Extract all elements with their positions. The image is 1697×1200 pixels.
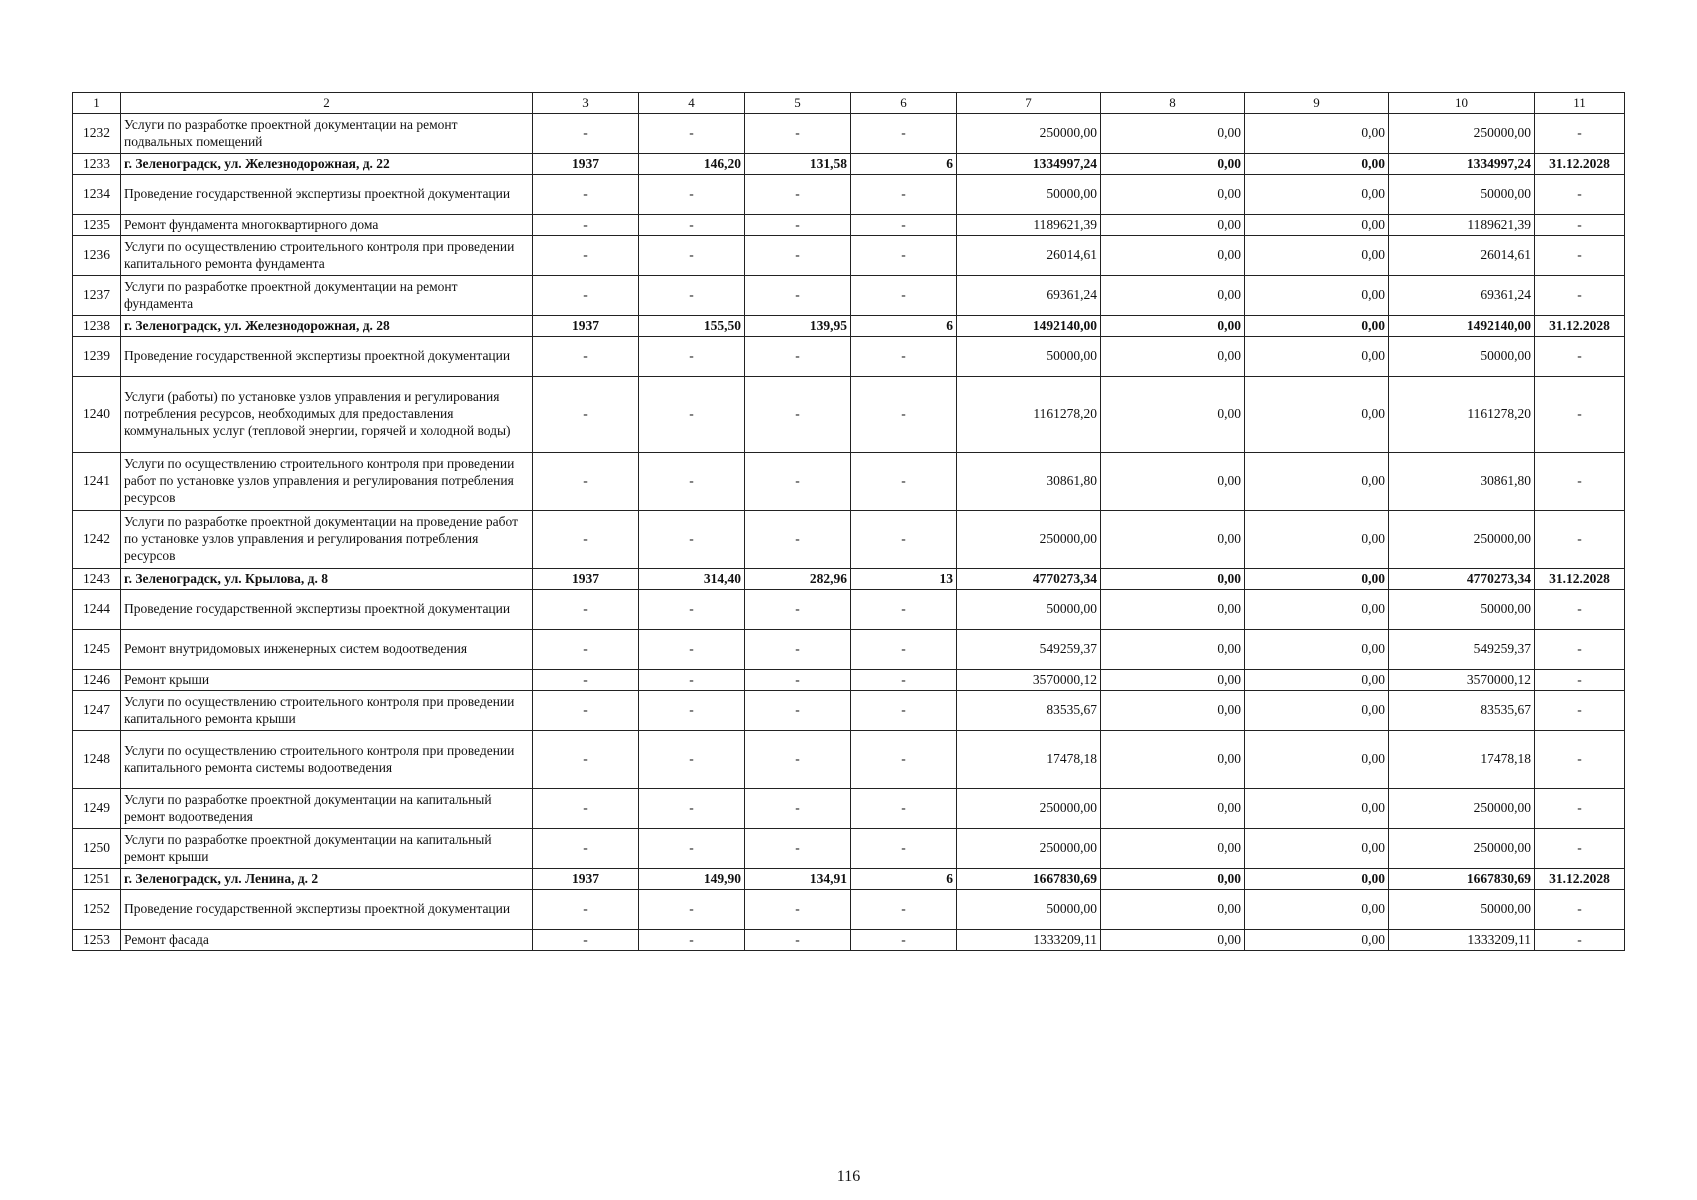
cell-area-living: -	[745, 590, 851, 630]
cell-deadline: -	[1535, 114, 1625, 154]
cell-area-total: 155,50	[639, 316, 745, 337]
cell-year: -	[533, 453, 639, 511]
cell-cost-col10: 50000,00	[1389, 175, 1535, 215]
cell-cost-col8: 0,00	[1101, 453, 1245, 511]
cell-residents: -	[851, 789, 957, 829]
cell-cost-col10: 1161278,20	[1389, 377, 1535, 453]
cell-deadline: -	[1535, 377, 1625, 453]
cell-cost-col8: 0,00	[1101, 890, 1245, 930]
row-description: г. Зеленоградск, ул. Крылова, д. 8	[121, 569, 533, 590]
cell-cost-col10: 50000,00	[1389, 890, 1535, 930]
cell-year: 1937	[533, 154, 639, 175]
cell-area-living: -	[745, 829, 851, 869]
cell-year: -	[533, 829, 639, 869]
cell-area-living: -	[745, 453, 851, 511]
cell-area-living: -	[745, 930, 851, 951]
cell-residents: 6	[851, 316, 957, 337]
cell-year: 1937	[533, 569, 639, 590]
cell-area-total: -	[639, 930, 745, 951]
row-description: Услуги по разработке проектной документации на капитальный ремонт водоотведения	[121, 789, 533, 829]
cell-cost-col9: 0,00	[1245, 789, 1389, 829]
cell-cost-col9: 0,00	[1245, 377, 1389, 453]
cell-deadline: -	[1535, 890, 1625, 930]
cell-area-total: -	[639, 511, 745, 569]
work-item-row	[73, 670, 1625, 691]
address-row	[73, 569, 1625, 590]
column-number: 1	[73, 93, 121, 114]
column-number: 2	[121, 93, 533, 114]
table-body	[73, 114, 1625, 951]
row-number: 1241	[73, 453, 121, 511]
cell-area-total: -	[639, 236, 745, 276]
cell-area-total: -	[639, 691, 745, 731]
work-item-row	[73, 377, 1625, 453]
cell-cost-col10: 3570000,12	[1389, 670, 1535, 691]
address-row	[73, 154, 1625, 175]
cell-cost-col8: 0,00	[1101, 316, 1245, 337]
cell-deadline: 31.12.2028	[1535, 569, 1625, 590]
cell-deadline: -	[1535, 630, 1625, 670]
cell-area-living: -	[745, 890, 851, 930]
cell-year: -	[533, 890, 639, 930]
cell-residents: 6	[851, 154, 957, 175]
cell-cost-col8: 0,00	[1101, 691, 1245, 731]
row-description: г. Зеленоградск, ул. Ленина, д. 2	[121, 869, 533, 890]
cell-cost-col8: 0,00	[1101, 590, 1245, 630]
cell-area-total: -	[639, 175, 745, 215]
cell-residents: -	[851, 930, 957, 951]
row-description: Проведение государственной экспертизы проектной документации	[121, 175, 533, 215]
row-description: Услуги по разработке проектной документации на ремонт фундамента	[121, 276, 533, 316]
row-description: Услуги по осуществлению строительного контроля при проведении капитального ремонта фундамента	[121, 236, 533, 276]
cell-year: -	[533, 691, 639, 731]
work-item-row	[73, 453, 1625, 511]
cell-residents: -	[851, 691, 957, 731]
cell-residents: -	[851, 215, 957, 236]
column-number-row	[73, 93, 1625, 114]
cell-cost-col9: 0,00	[1245, 453, 1389, 511]
cell-deadline: -	[1535, 590, 1625, 630]
row-number: 1246	[73, 670, 121, 691]
cell-cost-col8: 0,00	[1101, 731, 1245, 789]
cell-total-cost: 1333209,11	[957, 930, 1101, 951]
cell-total-cost: 250000,00	[957, 829, 1101, 869]
cell-deadline: -	[1535, 789, 1625, 829]
row-number: 1248	[73, 731, 121, 789]
cell-deadline: -	[1535, 930, 1625, 951]
cell-cost-col8: 0,00	[1101, 276, 1245, 316]
cell-area-living: -	[745, 236, 851, 276]
cell-cost-col8: 0,00	[1101, 869, 1245, 890]
cell-area-living: -	[745, 511, 851, 569]
cell-total-cost: 250000,00	[957, 789, 1101, 829]
cell-total-cost: 1334997,24	[957, 154, 1101, 175]
cell-area-total: -	[639, 215, 745, 236]
cell-total-cost: 549259,37	[957, 630, 1101, 670]
cell-area-living: -	[745, 670, 851, 691]
row-number: 1232	[73, 114, 121, 154]
page-number: 116	[836, 1168, 861, 1185]
column-number: 6	[851, 93, 957, 114]
cell-deadline: -	[1535, 670, 1625, 691]
cell-year: -	[533, 236, 639, 276]
cell-cost-col8: 0,00	[1101, 215, 1245, 236]
cell-area-living: -	[745, 276, 851, 316]
column-number: 4	[639, 93, 745, 114]
work-item-row	[73, 829, 1625, 869]
cell-cost-col10: 250000,00	[1389, 829, 1535, 869]
row-number: 1237	[73, 276, 121, 316]
cell-area-total: -	[639, 590, 745, 630]
cell-area-total: -	[639, 114, 745, 154]
cell-area-living: 134,91	[745, 869, 851, 890]
cell-residents: -	[851, 670, 957, 691]
row-number: 1252	[73, 890, 121, 930]
cell-total-cost: 1667830,69	[957, 869, 1101, 890]
row-number: 1250	[73, 829, 121, 869]
work-item-row	[73, 215, 1625, 236]
cell-total-cost: 83535,67	[957, 691, 1101, 731]
cell-area-total: -	[639, 276, 745, 316]
cell-cost-col9: 0,00	[1245, 236, 1389, 276]
cell-residents: 6	[851, 869, 957, 890]
row-description: Услуги по осуществлению строительного контроля при проведении работ по установке узлов управления и регулирования потребления ресурсов	[121, 453, 533, 511]
cell-total-cost: 1492140,00	[957, 316, 1101, 337]
column-number: 8	[1101, 93, 1245, 114]
capital-repair-table	[72, 92, 1625, 951]
cell-year: -	[533, 590, 639, 630]
row-description: Проведение государственной экспертизы проектной документации	[121, 337, 533, 377]
cell-area-living: -	[745, 175, 851, 215]
cell-area-total: -	[639, 630, 745, 670]
row-number: 1247	[73, 691, 121, 731]
work-item-row	[73, 236, 1625, 276]
cell-residents: -	[851, 377, 957, 453]
cell-cost-col9: 0,00	[1245, 511, 1389, 569]
row-number: 1235	[73, 215, 121, 236]
cell-cost-col10: 4770273,34	[1389, 569, 1535, 590]
cell-total-cost: 50000,00	[957, 590, 1101, 630]
cell-total-cost: 50000,00	[957, 890, 1101, 930]
cell-residents: -	[851, 890, 957, 930]
cell-total-cost: 50000,00	[957, 337, 1101, 377]
cell-cost-col8: 0,00	[1101, 630, 1245, 670]
work-item-row	[73, 337, 1625, 377]
cell-total-cost: 1189621,39	[957, 215, 1101, 236]
cell-cost-col8: 0,00	[1101, 511, 1245, 569]
cell-cost-col8: 0,00	[1101, 930, 1245, 951]
cell-cost-col10: 1334997,24	[1389, 154, 1535, 175]
cell-area-total: 149,90	[639, 869, 745, 890]
cell-residents: 13	[851, 569, 957, 590]
cell-area-total: -	[639, 337, 745, 377]
cell-cost-col10: 50000,00	[1389, 337, 1535, 377]
cell-area-total: -	[639, 829, 745, 869]
cell-area-living: -	[745, 691, 851, 731]
cell-year: -	[533, 215, 639, 236]
cell-area-living: -	[745, 114, 851, 154]
row-number: 1243	[73, 569, 121, 590]
cell-cost-col10: 69361,24	[1389, 276, 1535, 316]
cell-area-total: -	[639, 377, 745, 453]
cell-residents: -	[851, 731, 957, 789]
cell-deadline: -	[1535, 175, 1625, 215]
cell-cost-col9: 0,00	[1245, 276, 1389, 316]
row-number: 1233	[73, 154, 121, 175]
row-number: 1253	[73, 930, 121, 951]
work-item-row	[73, 590, 1625, 630]
cell-year: -	[533, 337, 639, 377]
work-item-row	[73, 630, 1625, 670]
row-description: г. Зеленоградск, ул. Железнодорожная, д. 22	[121, 154, 533, 175]
row-description: Проведение государственной экспертизы проектной документации	[121, 890, 533, 930]
cell-cost-col9: 0,00	[1245, 630, 1389, 670]
cell-cost-col9: 0,00	[1245, 316, 1389, 337]
work-item-row	[73, 511, 1625, 569]
cell-deadline: 31.12.2028	[1535, 154, 1625, 175]
cell-residents: -	[851, 175, 957, 215]
work-item-row	[73, 691, 1625, 731]
cell-cost-col9: 0,00	[1245, 869, 1389, 890]
cell-cost-col10: 17478,18	[1389, 731, 1535, 789]
cell-cost-col10: 549259,37	[1389, 630, 1535, 670]
cell-residents: -	[851, 236, 957, 276]
cell-cost-col8: 0,00	[1101, 236, 1245, 276]
column-number: 9	[1245, 93, 1389, 114]
column-number: 10	[1389, 93, 1535, 114]
cell-area-living: -	[745, 789, 851, 829]
row-number: 1251	[73, 869, 121, 890]
address-row	[73, 869, 1625, 890]
cell-deadline: -	[1535, 731, 1625, 789]
cell-year: -	[533, 930, 639, 951]
row-description: Ремонт внутридомовых инженерных систем водоотведения	[121, 630, 533, 670]
cell-residents: -	[851, 337, 957, 377]
row-number: 1245	[73, 630, 121, 670]
work-item-row	[73, 175, 1625, 215]
address-row	[73, 316, 1625, 337]
cell-area-living: -	[745, 215, 851, 236]
row-description: Услуги по осуществлению строительного контроля при проведении капитального ремонта системы водоотведения	[121, 731, 533, 789]
cell-deadline: 31.12.2028	[1535, 869, 1625, 890]
row-description: Услуги по разработке проектной документации на проведение работ по установке узлов управления и регулирования потребления ресурсов	[121, 511, 533, 569]
cell-total-cost: 17478,18	[957, 731, 1101, 789]
row-number: 1238	[73, 316, 121, 337]
cell-cost-col9: 0,00	[1245, 569, 1389, 590]
cell-total-cost: 69361,24	[957, 276, 1101, 316]
cell-area-total: 146,20	[639, 154, 745, 175]
cell-cost-col10: 250000,00	[1389, 511, 1535, 569]
cell-year: -	[533, 630, 639, 670]
cell-year: -	[533, 789, 639, 829]
cell-residents: -	[851, 453, 957, 511]
cell-cost-col9: 0,00	[1245, 691, 1389, 731]
cell-total-cost: 3570000,12	[957, 670, 1101, 691]
cell-cost-col10: 50000,00	[1389, 590, 1535, 630]
row-description: г. Зеленоградск, ул. Железнодорожная, д. 28	[121, 316, 533, 337]
cell-residents: -	[851, 630, 957, 670]
cell-cost-col9: 0,00	[1245, 829, 1389, 869]
cell-total-cost: 250000,00	[957, 114, 1101, 154]
cell-area-total: -	[639, 453, 745, 511]
row-number: 1249	[73, 789, 121, 829]
cell-cost-col9: 0,00	[1245, 731, 1389, 789]
cell-cost-col10: 26014,61	[1389, 236, 1535, 276]
cell-area-total: -	[639, 890, 745, 930]
cell-cost-col8: 0,00	[1101, 569, 1245, 590]
work-item-row	[73, 930, 1625, 951]
cell-total-cost: 250000,00	[957, 511, 1101, 569]
cell-deadline: -	[1535, 829, 1625, 869]
cell-year: -	[533, 175, 639, 215]
cell-cost-col9: 0,00	[1245, 670, 1389, 691]
column-number: 7	[957, 93, 1101, 114]
work-item-row	[73, 731, 1625, 789]
row-description: Услуги по осуществлению строительного контроля при проведении капитального ремонта крыши	[121, 691, 533, 731]
cell-deadline: -	[1535, 276, 1625, 316]
cell-residents: -	[851, 590, 957, 630]
work-item-row	[73, 114, 1625, 154]
row-description: Услуги по разработке проектной документации на капитальный ремонт крыши	[121, 829, 533, 869]
cell-deadline: -	[1535, 215, 1625, 236]
cell-cost-col10: 1492140,00	[1389, 316, 1535, 337]
cell-cost-col10: 30861,80	[1389, 453, 1535, 511]
cell-area-living: -	[745, 630, 851, 670]
cell-year: 1937	[533, 316, 639, 337]
cell-area-living: -	[745, 337, 851, 377]
cell-cost-col8: 0,00	[1101, 789, 1245, 829]
cell-cost-col9: 0,00	[1245, 215, 1389, 236]
cell-cost-col10: 83535,67	[1389, 691, 1535, 731]
column-number: 11	[1535, 93, 1625, 114]
cell-year: -	[533, 511, 639, 569]
work-item-row	[73, 890, 1625, 930]
cell-area-total: 314,40	[639, 569, 745, 590]
cell-cost-col8: 0,00	[1101, 670, 1245, 691]
cell-cost-col10: 250000,00	[1389, 789, 1535, 829]
row-number: 1240	[73, 377, 121, 453]
row-number: 1244	[73, 590, 121, 630]
cell-deadline: -	[1535, 691, 1625, 731]
cell-deadline: 31.12.2028	[1535, 316, 1625, 337]
cell-area-total: -	[639, 670, 745, 691]
cell-cost-col9: 0,00	[1245, 590, 1389, 630]
cell-cost-col10: 1333209,11	[1389, 930, 1535, 951]
row-number: 1234	[73, 175, 121, 215]
column-number: 3	[533, 93, 639, 114]
cell-total-cost: 30861,80	[957, 453, 1101, 511]
cell-year: -	[533, 276, 639, 316]
cell-cost-col8: 0,00	[1101, 377, 1245, 453]
row-number: 1239	[73, 337, 121, 377]
cell-total-cost: 50000,00	[957, 175, 1101, 215]
cell-cost-col9: 0,00	[1245, 930, 1389, 951]
cell-deadline: -	[1535, 337, 1625, 377]
cell-cost-col10: 1189621,39	[1389, 215, 1535, 236]
row-number: 1242	[73, 511, 121, 569]
cell-area-living: 131,58	[745, 154, 851, 175]
cell-cost-col8: 0,00	[1101, 337, 1245, 377]
cell-year: -	[533, 377, 639, 453]
row-description: Ремонт крыши	[121, 670, 533, 691]
cell-cost-col9: 0,00	[1245, 154, 1389, 175]
cell-deadline: -	[1535, 453, 1625, 511]
cell-area-living: -	[745, 731, 851, 789]
work-item-row	[73, 276, 1625, 316]
cell-area-total: -	[639, 731, 745, 789]
cell-cost-col8: 0,00	[1101, 114, 1245, 154]
cell-area-living: -	[745, 377, 851, 453]
cell-year: -	[533, 731, 639, 789]
cell-cost-col8: 0,00	[1101, 175, 1245, 215]
cell-area-living: 282,96	[745, 569, 851, 590]
cell-cost-col9: 0,00	[1245, 175, 1389, 215]
cell-year: -	[533, 670, 639, 691]
cell-residents: -	[851, 276, 957, 316]
cell-total-cost: 1161278,20	[957, 377, 1101, 453]
cell-cost-col9: 0,00	[1245, 337, 1389, 377]
cell-area-living: 139,95	[745, 316, 851, 337]
cell-area-total: -	[639, 789, 745, 829]
cell-deadline: -	[1535, 511, 1625, 569]
cell-total-cost: 4770273,34	[957, 569, 1101, 590]
cell-residents: -	[851, 114, 957, 154]
cell-cost-col10: 250000,00	[1389, 114, 1535, 154]
row-number: 1236	[73, 236, 121, 276]
cell-cost-col9: 0,00	[1245, 890, 1389, 930]
work-item-row	[73, 789, 1625, 829]
cell-residents: -	[851, 511, 957, 569]
cell-total-cost: 26014,61	[957, 236, 1101, 276]
row-description: Ремонт фасада	[121, 930, 533, 951]
cell-residents: -	[851, 829, 957, 869]
cell-year: 1937	[533, 869, 639, 890]
cell-cost-col8: 0,00	[1101, 829, 1245, 869]
cell-year: -	[533, 114, 639, 154]
row-description: Услуги по разработке проектной документации на ремонт подвальных помещений	[121, 114, 533, 154]
cell-deadline: -	[1535, 236, 1625, 276]
cell-cost-col10: 1667830,69	[1389, 869, 1535, 890]
row-description: Услуги (работы) по установке узлов управления и регулирования потребления ресурсов, необходимых для предоставления коммунальных услуг (тепловой энергии, горячей и холодной воды)	[121, 377, 533, 453]
cell-cost-col8: 0,00	[1101, 154, 1245, 175]
cell-cost-col9: 0,00	[1245, 114, 1389, 154]
row-description: Ремонт фундамента многоквартирного дома	[121, 215, 533, 236]
row-description: Проведение государственной экспертизы проектной документации	[121, 590, 533, 630]
column-number: 5	[745, 93, 851, 114]
